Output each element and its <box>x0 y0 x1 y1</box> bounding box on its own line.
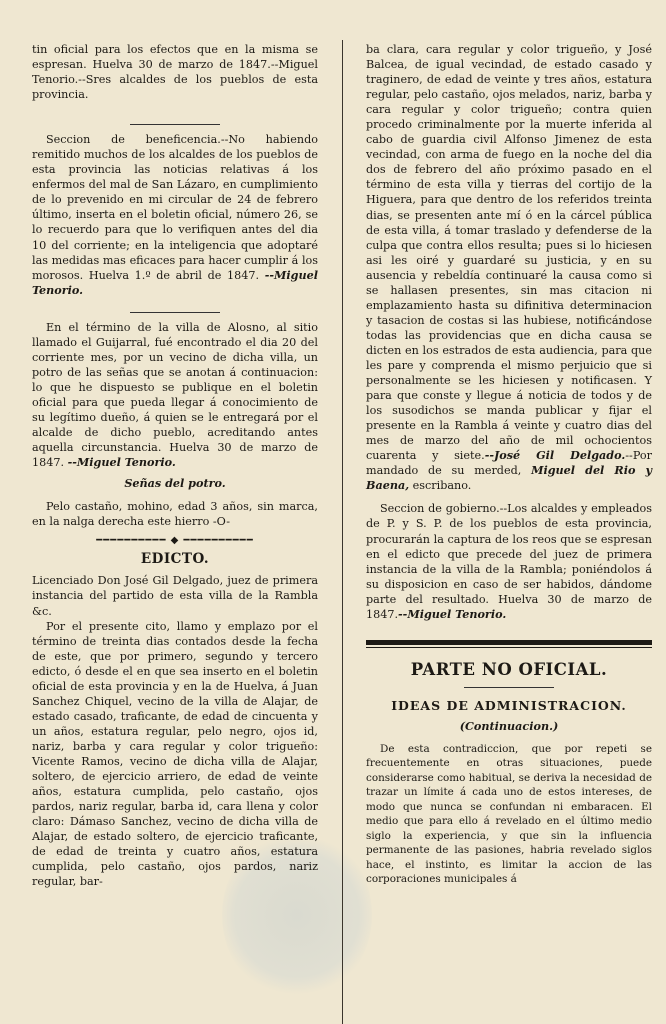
heavy-rule <box>366 640 652 645</box>
column-divider <box>342 40 343 1024</box>
continuacion-label: (Continuacion.) <box>459 718 559 733</box>
section-rule <box>130 312 220 313</box>
beneficencia-notice: Seccion de beneficencia.--No habiendo remitido muchos de los alcaldes de los pueblos de esta provincia las noticias relativas á los enfermos del mal de San Lázaro, en cumplimiento de lo prevenido en mi circular de 24 de febrero último, inserta en el boletin oficial, número 26, se lo recuerdo para que lo verifiquen antes del dia 10 del corriente; en la inteligencia que adoptaré las medidas mas eficaces para hacer cumplir á los morosos. Huelva 1.º de abril de 1847. --Miguel Tenorio. <box>32 133 318 297</box>
ideas-heading: IDEAS DE ADMINISTRACION. <box>391 697 627 713</box>
section-rule <box>464 687 554 688</box>
edicto-body: Por el presente cito, llamo y emplazo por el término de treinta dias contados desde la fecha de este, que por primero, segundo y tercero edicto, ó desde el en que sea inserto en el boletin oficial de esta provincia y en la de Huelva, á Juan Sanchez Chiquel, vecino de la villa de Alajar, de estado casado, traficante, de edad de cincuenta y un años, estatura regular, pelo negro, ojos id, nariz, barba y cara regular y color trigueño: Vicente Ramos, vecino de dicha villa de Alajar, soltero, de ejercicio arriero, de edad de veinte años, estatura cumplida, pelo castaño, ojos pardos, nariz regular, barba id, cara llena y color claro: Dámaso Sanchez, vecino de dicha villa de Alajar, de estado soltero, de ejercicio traficante, de edad de treinta y cuatro años, estatura cumplida, pelo castaño, ojos pardos, nariz regular, bar- <box>32 619 318 889</box>
section-rule <box>130 124 220 125</box>
ideas-body: De esta contradiccion, que por repeti se frecuentemente en otras situaciones, puede considerarse como habitual, se deriva la necesidad de trazar un límite á cada uno de estos intereses, de modo que nunca se confundan ni embaracen. El medio que para ello á revelado en el último medio siglo la experiencia, y que sin la influencia permanente de las pasiones, habria revelado siglos hace, el instinto, es limitar la accion de las corporaciones municipales á <box>366 742 652 886</box>
parte-no-oficial-heading: PARTE NO OFICIAL. <box>410 659 608 679</box>
alosno-signature: --Miguel Tenorio. <box>67 455 176 470</box>
alosno-notice: En el término de la villa de Alosno, al sitio llamado el Guijarral, fué encontrado el dia 20 del corriente mes, por un vecino de dicha villa, un potro de las señas que se anotan á continuacion: lo que he dispuesto se publique en el boletin oficial para que pueda llegar á conocimiento de su legítimo dueño, á quien se le entregará por el alcalde de dicho pueblo, acreditando antes aquella circunstancia. Huelva 30 de marzo de 1847. --Miguel Tenorio. <box>32 320 318 470</box>
edicto-continuation: ba clara, cara regular y color trigueño, y José Balcea, de igual vecindad, de estado casado y traginero, de edad de veinte y tres años, estatura regular, pelo castaño, ojos melados, nariz, barba y cara regular y color trigueño; contra quien procedo criminalmente por la muerte inferida al cabo de guardia civil Alfonso Jimenez de esta vecindad, con arma de fuego en la noche del dia dos de febrero del año próximo pasado en el término de esta villa y tierras del cortijo de la Higuera, para que dentro de los referidos treinta dias, se presenten ante mí ó en la cárcel pública de esta villa, á tomar traslado y defenderse de la culpa que contra ellos resulta; pues si lo hiciesen asi les oiré y guardaré su justicia, y en su ausencia y rebeldía continuaré la causa como si se hallasen presentes, sin mas citacion ni emplazamiento hasta su difinitiva determinacion y tasacion de costas si las hubiese, notificándose todas las providencias que en dicha causa se dicten en los estrados de esta audiencia, para que les pare y comprenda el mismo perjuicio que si personalmente se les hiciesen y notificasen. Y para que conste y llegue á noticia de todos y de los susodichos se manda publicar y fijar el presente en la Rambla á veinte y cuatro dias del mes de marzo del año de mil ochocientos cuarenta y siete.--José Gil Delgado.--Por mandado de su merded, Miguel del Rio y Baena, escribano. <box>366 43 653 493</box>
edicto-heading: EDICTO. <box>140 551 210 568</box>
right-column <box>366 42 652 887</box>
edicto-signature-clerk: Miguel del Rio y Baena, <box>366 463 653 493</box>
notice-continuation: tin oficial para los efectos que en la misma se espresan. Huelva 30 de marzo de 1847.--Miguel Tenorio.--Sres alcaldes de los pueblos de esta provincia. <box>32 43 318 102</box>
gobierno-signature: --Miguel Tenorio. <box>398 606 507 621</box>
edicto-intro: Licenciado Don José Gil Delgado, juez de primera instancia del partido de esta villa de la Rambla &c. <box>32 574 318 618</box>
beneficencia-signature: --Miguel Tenorio. <box>32 267 318 297</box>
thin-rule <box>366 647 652 648</box>
ornament-divider: ━━━━━━━━━━ ◆ ━━━━━━━━━━ <box>96 535 254 547</box>
senas-text: Pelo castaño, mohino, edad 3 años, sin marca, en la nalga derecha este hierro -O- <box>32 500 318 529</box>
edicto-signature-judge: --José Gil Delgado. <box>484 448 626 463</box>
senas-heading: Señas del potro. <box>124 476 226 491</box>
gobierno-notice: Seccion de gobierno.--Los alcaldes y empleados de P. y S. P. de los pueblos de esta provincia, procurarán la captura de los reos que se espresan en el edicto que precede del juez de primera instancia de la villa de la Rambla; poniéndolos á su disposicion en caso de ser habidos, dándome parte del resultado. Huelva 30 de marzo de 1847.--Miguel Tenorio. <box>366 502 652 621</box>
left-column <box>32 42 318 889</box>
